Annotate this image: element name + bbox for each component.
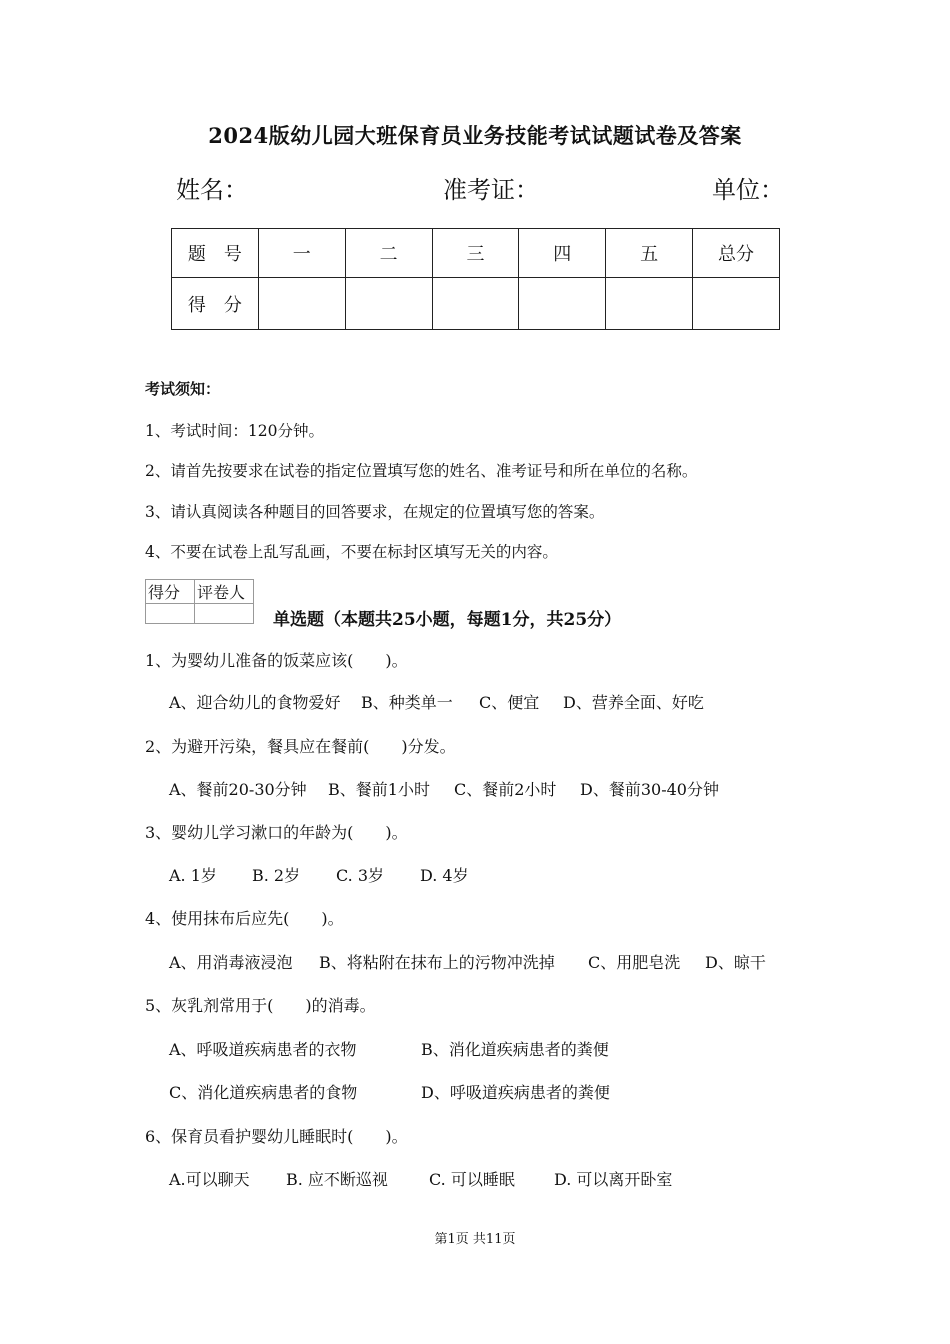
header-total: 总分 (693, 229, 780, 278)
option-a[interactable]: A、呼吸道疾病患者的衣物 (169, 1040, 357, 1059)
option-d[interactable]: D、晾干 (705, 953, 766, 972)
score-cell-1[interactable] (258, 278, 345, 330)
score-cell-3[interactable] (432, 278, 519, 330)
question-text: 4、使用抹布后应先( )。 (145, 909, 344, 928)
option-d[interactable]: D. 可以离开卧室 (554, 1170, 673, 1189)
grader-score-label: 得分 (146, 580, 195, 604)
option-d[interactable]: D、营养全面、好吃 (563, 693, 704, 712)
question-text: 6、保育员看护婴幼儿睡眠时( )。 (145, 1127, 408, 1146)
grader-reviewer-label: 评卷人 (195, 580, 254, 604)
option-d[interactable]: D、餐前30-40分钟 (580, 780, 719, 799)
option-a[interactable]: A、餐前20-30分钟 (169, 780, 307, 799)
header-section-4: 四 (519, 229, 606, 278)
option-d[interactable]: D、呼吸道疾病患者的粪便 (421, 1083, 610, 1102)
question-text: 3、婴幼儿学习漱口的年龄为( )。 (145, 823, 408, 842)
option-b[interactable]: B、将粘附在抹布上的污物冲洗掉 (319, 953, 555, 972)
option-b[interactable]: B. 应不断巡视 (286, 1170, 388, 1189)
option-c[interactable]: C. 可以睡眠 (429, 1170, 515, 1189)
page-number: 第1页 共11页 (434, 1232, 516, 1247)
option-c[interactable]: C. 3岁 (336, 866, 385, 885)
unit-label: 单位： (712, 176, 784, 204)
grader-score-cell[interactable] (146, 604, 195, 624)
option-a[interactable]: A、用消毒液浸泡 (169, 953, 293, 972)
option-a[interactable]: A.可以聊天 (169, 1170, 250, 1189)
option-b[interactable]: B、餐前1小时 (328, 780, 430, 799)
option-b[interactable]: B、消化道疾病患者的粪便 (421, 1040, 609, 1059)
header-section-3: 三 (432, 229, 519, 278)
option-c[interactable]: C、用肥皂洗 (588, 953, 681, 972)
score-table-score-row (172, 278, 780, 330)
score-cell-total[interactable] (693, 278, 780, 330)
option-d[interactable]: D. 4岁 (420, 866, 469, 885)
exam-id-label: 准考证： (443, 176, 539, 204)
option-b[interactable]: B、种类单一 (361, 693, 453, 712)
score-cell-4[interactable] (519, 278, 606, 330)
grader-box (145, 579, 254, 624)
option-c[interactable]: C、便宜 (479, 693, 540, 712)
notice-item: 3、请认真阅读各种题目的回答要求，在规定的位置填写您的答案。 (145, 503, 605, 521)
section-heading: 单选题（本题共25小题，每题1分，共25分） (273, 610, 622, 630)
notice-item: 2、请首先按要求在试卷的指定位置填写您的姓名、准考证号和所在单位的名称。 (145, 462, 698, 480)
header-section-2: 二 (345, 229, 432, 278)
notice-item: 4、不要在试卷上乱写乱画，不要在标封区填写无关的内容。 (145, 543, 558, 561)
grader-reviewer-cell[interactable] (195, 604, 254, 624)
option-a[interactable]: A. 1岁 (169, 866, 217, 885)
option-c[interactable]: C、餐前2小时 (454, 780, 557, 799)
name-label: 姓名： (176, 176, 248, 204)
question-text: 5、灰乳剂常用于( )的消毒。 (145, 996, 376, 1015)
header-section-1: 一 (258, 229, 345, 278)
notice-item: 1、考试时间：120分钟。 (145, 422, 324, 440)
score-table-header-row (172, 229, 780, 278)
score-row-label: 得 分 (172, 278, 259, 330)
score-table (171, 228, 780, 330)
score-cell-5[interactable] (606, 278, 693, 330)
option-c[interactable]: C、消化道疾病患者的食物 (169, 1083, 358, 1102)
document-title: 2024版幼儿园大班保育员业务技能考试试题试卷及答案 (208, 123, 742, 148)
question-text: 2、为避开污染，餐具应在餐前( )分发。 (145, 737, 456, 756)
score-cell-2[interactable] (345, 278, 432, 330)
question-text: 1、为婴幼儿准备的饭菜应该( )。 (145, 651, 408, 670)
header-section-5: 五 (606, 229, 693, 278)
header-question-number: 题 号 (172, 229, 259, 278)
notice-heading: 考试须知： (145, 380, 221, 398)
option-a[interactable]: A、迎合幼儿的食物爱好 (169, 693, 341, 712)
option-b[interactable]: B. 2岁 (252, 866, 301, 885)
